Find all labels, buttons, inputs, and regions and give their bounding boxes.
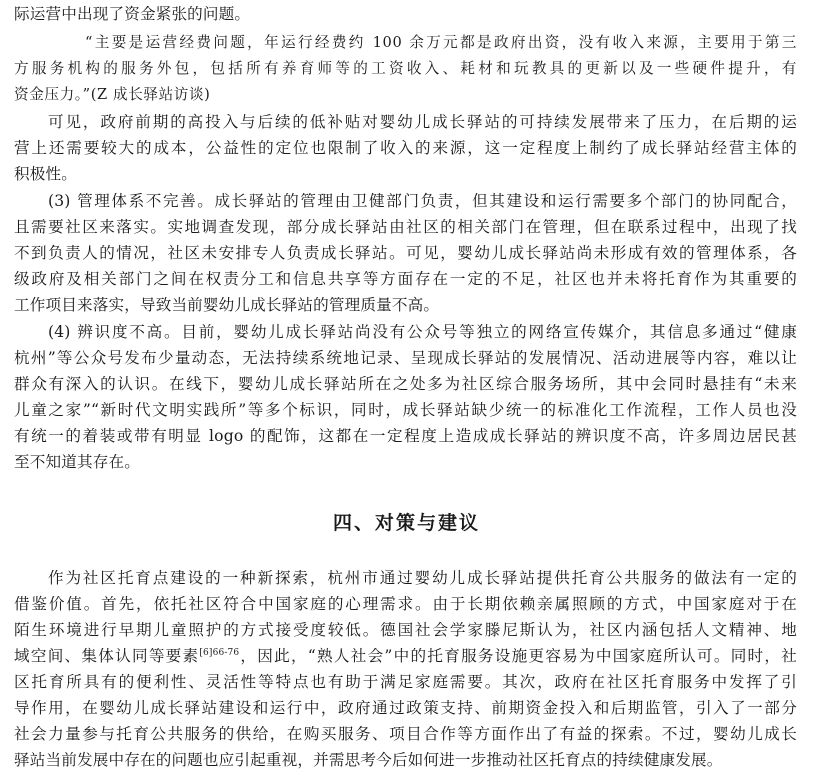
text-line: (4) 辨识度不高。目前，婴幼儿成长驿站尚没有公众号等独立的网络宣传媒介，其信息多通过“健康 [48,323,797,341]
quote-line: 资金压力。”(Z 成长驿站访谈) [14,86,211,103]
text-fragment: 域空间、集体认同等要素 [14,647,200,665]
text-line: 陌生环境进行早期儿童照护的方式接受度较低。德国社会学家滕尼斯认为，社区内涵包括人文精神、地 [14,621,797,639]
text-line: 级政府及相关部门之间在权责分工和信息共享等方面存在一定的不足，社区也并未将托育作为其重要的 [14,270,797,288]
text-line: 工作项目来落实，导致当前婴幼儿成长驿站的管理质量不高。 [14,296,440,314]
text-line: 际运营中出现了资金紧张的问题。 [14,5,251,23]
citation-reference: [6]66-76 [199,648,240,658]
text-line: 驿站当前发展中存在的问题也应引起重视，并需思考今后如何进一步推动社区托育点的持续健康发展。 [14,751,723,769]
section-heading: 四、对策与建议 [332,512,480,534]
text-line: 儿童之家”“新时代文明实践所”等多个标识，同时，成长驿站缺少统一的标准化工作流程，工作人员也没 [14,401,797,419]
text-line: 至不知道其存在。 [14,453,140,471]
text-line: 有统一的着装或带有明显 logo 的配饰，这都在一定程度上造成成长驿站的辨识度不高，许多周边居民甚 [14,427,797,445]
text-line: 不到负责人的情况，社区未安排专人负责成长驿站。可见，婴幼儿成长驿站尚未形成有效的管理体系，各 [14,244,797,262]
quote-line: “主要是运营经费问题，年运行经费约 100 余万元都是政府出资，没有收入来源，主要用于第三 [85,34,797,51]
text-line: 借鉴价值。首先，依托社区符合中国家庭的心理需求。由于长期依赖亲属照顾的方式，中国家庭对于在 [14,595,797,613]
text-line [14,646,797,666]
quote-line: 方服务机构的服务外包，包括所有养育师等的工资收入、耗材和玩教具的更新以及一些硬件提升，有 [14,60,797,77]
text-line: (3) 管理体系不完善。成长驿站的管理由卫健部门负责，但其建设和运行需要多个部门的协同配合， [48,192,797,210]
text-line: 可见，政府前期的高投入与后续的低补贴对婴幼儿成长驿站的可持续发展带来了压力，在后期的运 [48,113,797,131]
text-line: 杭州”等公众号发布少量动态，无法持续系统地记录、呈现成长驿站的发展情况、活动进展等内容，难以让 [14,349,797,367]
text-line: 社会力量参与托育公共服务的供给，在购买服务、项目合作等方面作出了有益的探索。不过，婴幼儿成长 [14,725,797,743]
text-line: 区托育所具有的便利性、灵活性等特点也有助于满足家庭需要。其次，政府在社区托育服务中发挥了引 [14,673,797,691]
text-line: 作为社区托育点建设的一种新探索，杭州市通过婴幼儿成长驿站提供托育公共服务的做法有一定的 [48,569,797,587]
text-line: 积极性。 [14,165,77,183]
text-line: 群众有深入的认识。在线下，婴幼儿成长驿站所在之处多为社区综合服务场所，其中会同时悬挂有“未来 [14,375,797,393]
text-fragment: ，因此，“熟人社会”中的托育服务设施更容易为中国家庭所认可。同时，社 [239,647,797,665]
text-line: 导作用，在婴幼儿成长驿站建设和运行中，政府通过政策支持、前期资金投入和后期监管，引入了一部分 [14,699,797,717]
text-line: 营上还需要较大的成本，公益性的定位也限制了收入的来源，这一定程度上制约了成长驿站经营主体的 [14,139,797,157]
text-line: 且需要社区来落实。实地调查发现，部分成长驿站由社区的相关部门在管理，但在联系过程中，出现了找 [14,218,797,236]
